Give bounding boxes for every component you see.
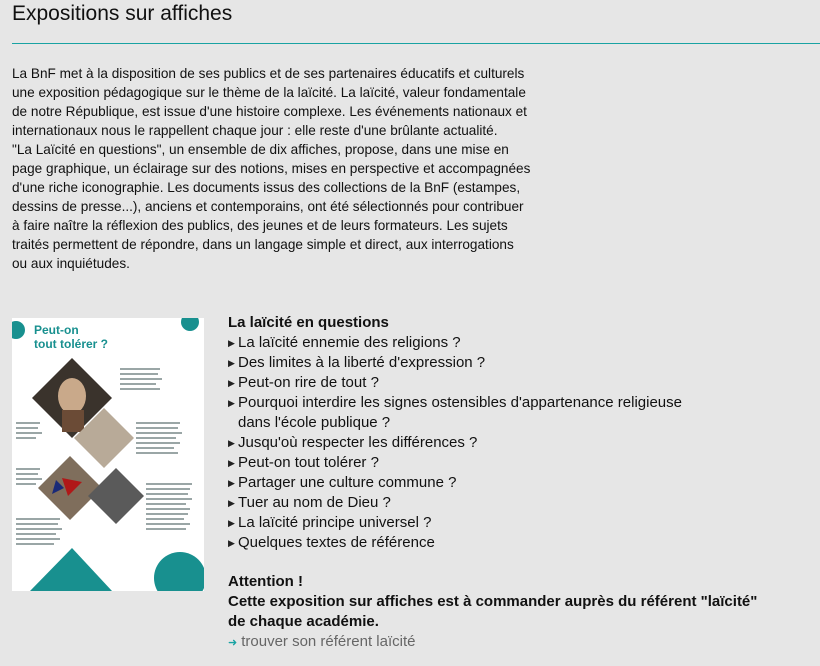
list-item[interactable]: ▶ Partager une culture commune ? [228,474,457,491]
bullet-icon: ▶ [228,538,235,548]
poster-title-line-1: Peut-on [34,323,79,337]
title-divider [12,43,820,44]
poster-illustration [12,318,204,591]
list-item[interactable]: ▶ Quelques textes de référence [228,534,435,551]
bullet-icon: ▶ [228,478,235,488]
list-item[interactable]: ▶ Tuer au nom de Dieu ? [228,494,391,511]
bullet-icon: ▶ [228,438,235,448]
poster-thumbnail[interactable] [12,318,204,591]
attention-line-2: de chaque académie. [228,613,379,630]
list-item[interactable]: ▶ Peut-on rire de tout ? [228,374,379,391]
intro-paragraph-2: "La Laïcité en questions", un ensemble de dix affiches, propose, dans une mise en page graphique, un éclairage sur des notions, mises en perspective et accompagnées d'une riche iconographie. Les documents issus des collections de la BnF (estampes, dessins de presse...), anciens et contemporains, ont été sélectionnés pour contribuer à faire naître la réflexion des publics, des jeunes et de leurs formateurs. Les sujets traités permettent de répondre, dans un langage simple et direct, aux interrogations ou aux inquiétudes. [12,142,531,271]
poster-title-line-2: tout tolérer ? [34,337,108,351]
attention-line-1: Cette exposition sur affiches est à commander auprès du référent "laïcité" [228,593,758,610]
intro-paragraph-1: La BnF met à la disposition de ses publics et de ses partenaires éducatifs et culturels une exposition pédagogique sur le thème de la laïcité. La laïcité, valeur fondamentale de notre République, est issue d'une histoire complexe. Les événements nationaux et internationaux nous le rappellent chaque jour : elle reste d'une brûlante actualité. [12,66,527,138]
bullet-icon: ▶ [228,338,235,348]
questions-section [228,313,788,553]
questions-title: La laïcité en questions [228,314,389,331]
list-item[interactable]: ▶ Pourquoi interdire les signes ostensibles d'appartenance religieuse dans l'école publique ? [228,394,682,431]
questions-list [228,333,788,553]
list-item[interactable]: ▶ Des limites à la liberté d'expression ? [228,354,486,371]
arrow-right-icon: ➜ [228,637,238,649]
find-referent-link[interactable] [228,632,415,653]
page-title: Expositions sur affiches [12,2,233,25]
bullet-icon: ▶ [228,378,235,388]
list-item[interactable]: ▶ La laïcité principe universel ? [228,514,432,531]
bullet-icon: ▶ [228,398,235,408]
bullet-icon: ▶ [228,498,235,508]
list-item[interactable]: ▶ La laïcité ennemie des religions ? [228,334,461,351]
intro-text [12,64,532,273]
find-referent-label: trouver son référent laïcité [241,633,416,650]
list-item[interactable]: ▶ Jusqu'où respecter les différences ? [228,434,478,451]
bullet-icon: ▶ [228,358,235,368]
bullet-icon: ▶ [228,458,235,468]
attention-notice [228,572,808,632]
attention-heading: Attention ! [228,573,303,590]
bullet-icon: ▶ [228,518,235,528]
list-item[interactable]: ▶ Peut-on tout tolérer ? [228,454,379,471]
